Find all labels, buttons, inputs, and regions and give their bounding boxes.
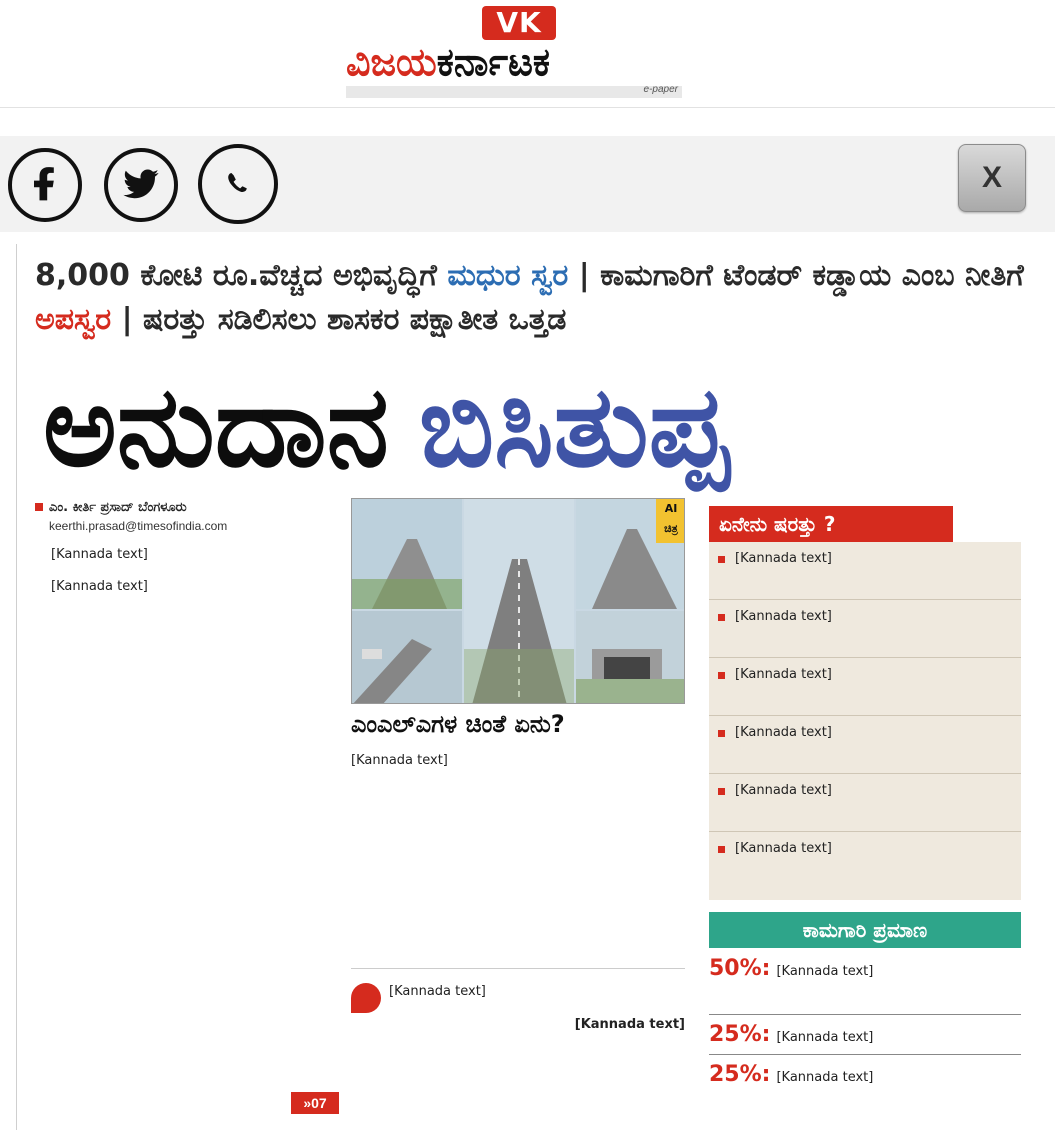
logo-underbar [346,86,682,98]
deck-part: | ಕಾಮಗಾರಿಗೆ ಟೆಂಡರ್ ಕಡ್ಡಾಯ ಎಂಬ ನೀತಿಗೆ [568,258,1024,293]
epaper-label: e-paper [643,84,678,95]
quantity-item [709,956,1021,983]
conditions-title: ಏನೇನು ಷರತ್ತು ? [709,506,953,542]
vijaya-karnataka-logo[interactable] [346,4,682,96]
body-paragraph: [Kannada text] [51,547,148,562]
byline-bullet [35,503,43,511]
whatsapp-icon [216,162,260,206]
ai-image-tag: AI ಚಿತ್ರ [656,499,685,543]
vk-badge: VK [482,6,556,40]
condition-item: [Kannada text] [709,542,1021,600]
logo-word-red: ವಿಜಯ [346,40,437,84]
road-photo-collage [351,498,685,704]
logo-wordmark [346,40,682,86]
quantity-percent: 25%: [709,1022,771,1047]
condition-item: [Kannada text] [709,716,1021,774]
masthead [0,0,1055,108]
condition-item: [Kannada text] [709,832,1021,890]
twitter-icon [119,163,163,207]
twitter-share-button[interactable] [104,148,178,222]
article-body [33,542,351,1102]
quantity-item [709,1062,1021,1089]
main-headline [43,362,1043,492]
deck-part: | ಷರತ್ತು ಸಡಿಲಿಸಲು ಶಾಸಕರ ಪಕ್ಷಾತೀತ ಒತ್ತಡ [111,302,567,337]
quantity-divider [709,1054,1021,1055]
continued-page-link[interactable]: »07 [291,1092,339,1114]
share-bar [0,136,1055,232]
quote-attribution: [Kannada text] [574,1017,685,1032]
deck-headline [35,254,1040,342]
deck-highlight-blue: ಮಧುರ ಸ್ವರ [447,258,569,293]
quantity-text: [Kannada text] [776,1030,874,1045]
quantity-divider [709,1014,1021,1015]
logo-word-black: ಕರ್ನಾಟಕ [436,40,550,84]
highway-image [352,499,685,704]
deck-part: 8,000 ಕೋಟಿ ರೂ.ವೆಚ್ಚದ ಅಭಿವೃದ್ಧಿಗೆ [35,258,448,293]
byline-email[interactable]: keerthi.prasad@timesofindia.com [49,519,228,533]
quantity-percent: 25%: [709,1062,771,1087]
article [16,244,1046,1130]
mla-concern-body: [Kannada text] [351,753,448,768]
facebook-share-button[interactable] [8,148,82,222]
quote-text: [Kannada text] [389,984,486,999]
quantity-text: [Kannada text] [776,964,874,979]
condition-item: [Kannada text] [709,658,1021,716]
whatsapp-share-button[interactable] [198,144,278,224]
condition-item: [Kannada text] [709,774,1021,832]
byline [35,496,355,533]
deck-highlight-red: ಅಪಸ್ವರ [35,302,112,337]
mla-concern-heading: ಎಂಎಲ್ಎಗಳ ಚಿಂತೆ ಏನು? [351,710,565,738]
quantity-text: [Kannada text] [776,1070,874,1085]
headline-black: ಅನುದಾನ [43,362,389,492]
quote-icon [351,983,381,1013]
conditions-box [709,542,1021,900]
body-paragraph: [Kannada text] [51,579,148,594]
condition-item: [Kannada text] [709,600,1021,658]
byline-name: ಎಂ. ಕೀರ್ತಿ ಪ್ರಸಾದ್ ಬೆಂಗಳೂರು [49,500,187,515]
close-button[interactable]: X [958,144,1026,212]
facebook-icon [23,163,67,207]
headline-blue: ಬಿಸಿತುಪ್ಪ [418,362,729,492]
quote-block [351,968,685,1037]
quantity-item [709,1022,1021,1049]
quantity-percent: 50%: [709,956,771,981]
work-quantity-title: ಕಾಮಗಾರಿ ಪ್ರಮಾಣ [709,912,1021,948]
